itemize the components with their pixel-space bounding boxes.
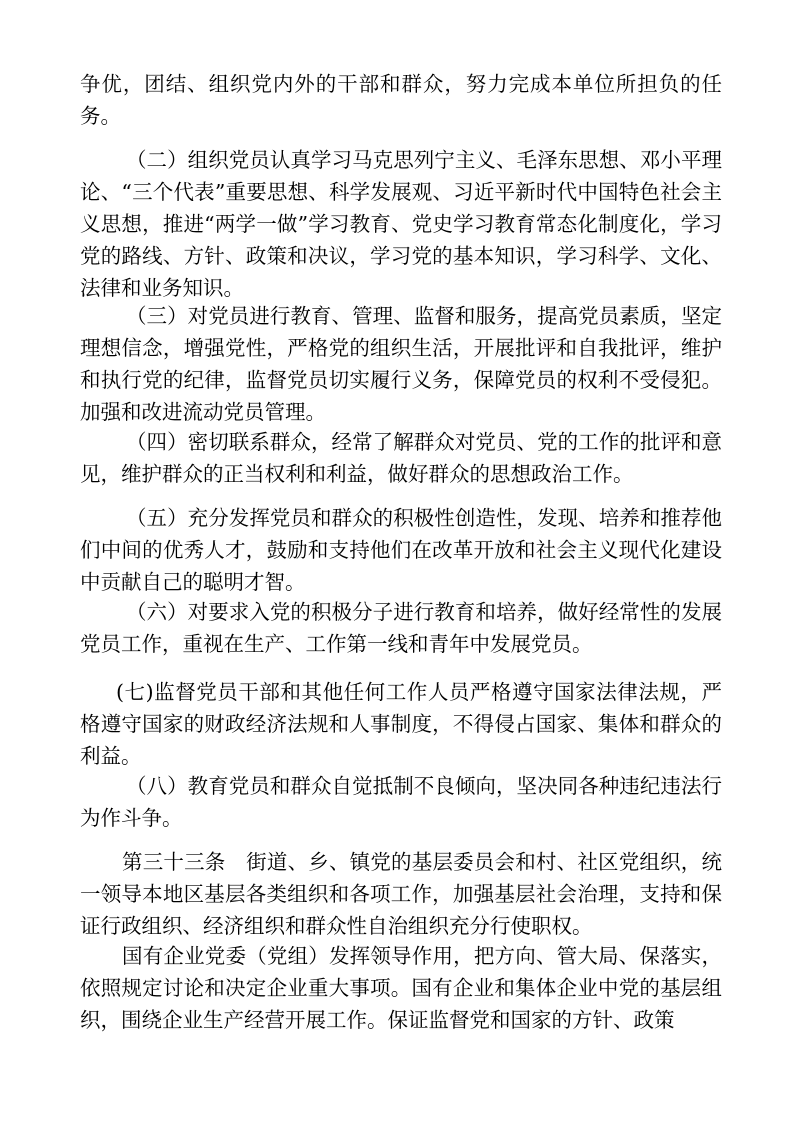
paragraph-item-7: (七)监督党员干部和其他任何工作人员严格遵守国家法律法规，严格遵守国家的财政经济法规和人事制度，不得侵占国家、集体和群众的利益。 xyxy=(80,680,722,768)
paragraph-item-5: （五）充分发挥党员和群众的积极性创造性，发现、培养和推荐他们中间的优秀人才，鼓励和支持他们在改革开放和社会主义现代化建设中贡献自己的聪明才智。 xyxy=(80,506,722,594)
paragraph-item-2: （二）组织党员认真学习马克思列宁主义、毛泽东思想、邓小平理论、“三个代表”重要思想、科学发展观、习近平新时代中国特色社会主义思想，推进“两学一做”学习教育、党史学习教育常态化制度化，学习党的路线、方针、政策和决议，学习党的基本知识，学习科学、文化、法律和业务知识。 xyxy=(80,148,722,300)
paragraph-item-6: （六）对要求入党的积极分子进行教育和培养，做好经常性的发展党员工作，重视在生产、工作第一线和青年中发展党员。 xyxy=(80,600,722,656)
paragraph-item-3: （三）对党员进行教育、管理、监督和服务，提高党员素质，坚定理想信念，增强党性，严格党的组织生活，开展批评和自我批评，维护和执行党的纪律，监督党员切实履行义务，保障党员的权利不受侵犯。加强和改进流动党员管理。 xyxy=(80,304,722,424)
soe-paragraph: 国有企业党委（党组）发挥领导作用，把方向、管大局、保落实，依照规定讨论和决定企业重大事项。国有企业和集体企业中党的基层组织，围绕企业生产经营开展工作。保证监督党和国家的方针、政策 xyxy=(80,944,722,1032)
paragraph-item-4: （四）密切联系群众，经常了解群众对党员、党的工作的批评和意见，维护群众的正当权利和利益，做好群众的思想政治工作。 xyxy=(80,430,722,486)
paragraph-continuation: 争优，团结、组织党内外的干部和群众，努力完成本单位所担负的任务。 xyxy=(80,72,722,128)
paragraph-item-8: （八）教育党员和群众自觉抵制不良倾向，坚决同各种违纪违法行为作斗争。 xyxy=(80,774,722,830)
article-33-paragraph: 第三十三条 街道、乡、镇党的基层委员会和村、社区党组织，统一领导本地区基层各类组织和各项工作，加强基层社会治理，支持和保证行政组织、经济组织和群众性自治组织充分行使职权。 xyxy=(80,850,722,938)
